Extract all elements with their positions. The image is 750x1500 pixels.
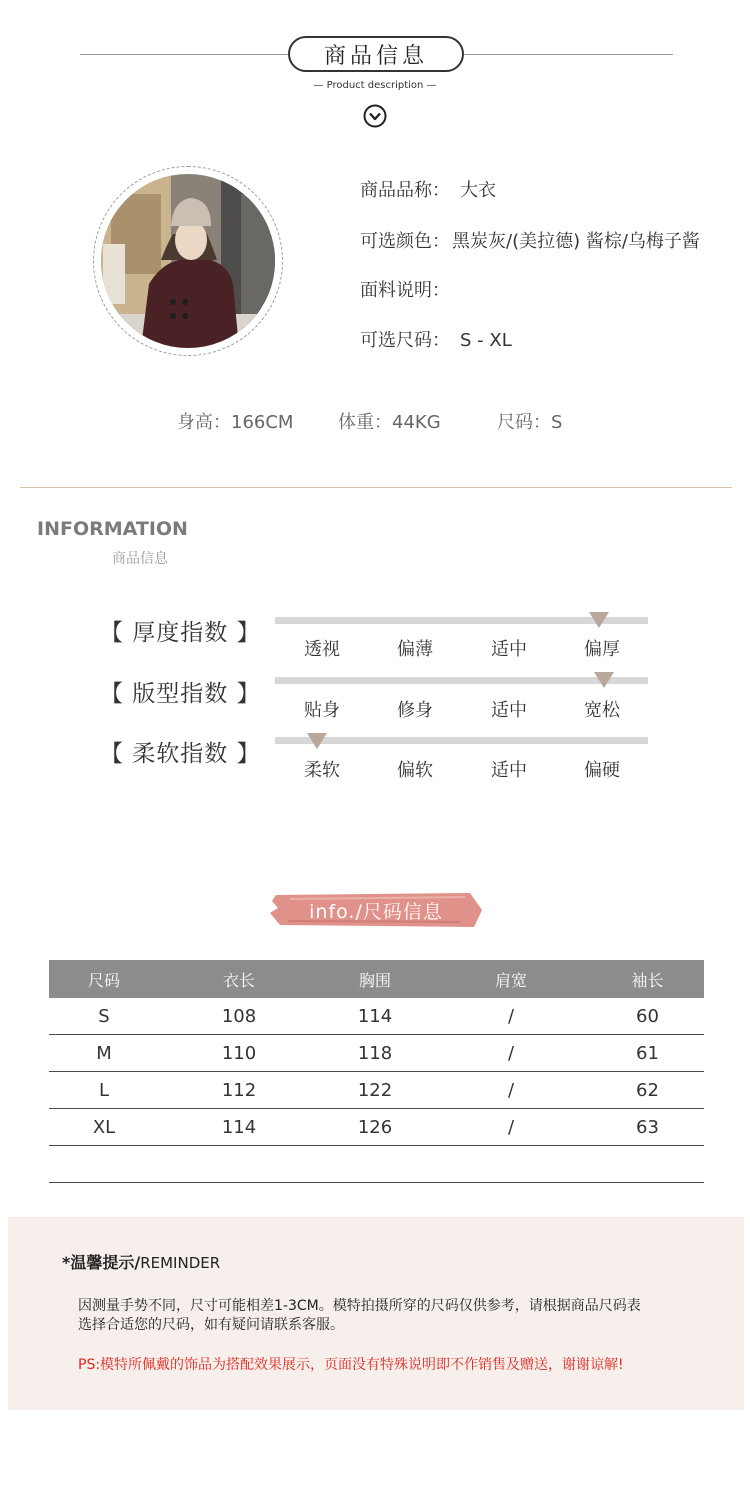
reminder-title — [62, 1250, 220, 1273]
table-header-cell: 胸围 — [358, 970, 391, 990]
information-subheading: 商品信息 — [112, 551, 168, 567]
chevron-down-icon — [363, 104, 387, 128]
index-label: 偏软 — [397, 760, 433, 781]
section-title: 商品信息 — [288, 36, 464, 72]
reminder-title-cn: *温馨提示/ — [62, 1253, 141, 1272]
table-cell: 63 — [636, 1116, 659, 1138]
table-header — [49, 960, 704, 998]
reminder-line-1: 因测量手势不同，尺寸可能相差1-3CM。模特拍摄所穿的尺码仅供参考，请根据商品尺码表 — [78, 1298, 641, 1314]
table-cell: 61 — [636, 1042, 659, 1064]
table-header-cell: 肩宽 — [494, 970, 527, 990]
table-cell: S — [98, 1005, 110, 1027]
info-row-fabric — [360, 276, 460, 302]
index-label: 贴身 — [304, 700, 340, 721]
index-bar — [275, 677, 648, 684]
header-line-left — [80, 54, 290, 55]
index-label: 偏薄 — [397, 639, 433, 660]
info-value: 黑炭灰/(美拉德) 酱棕/乌梅子酱 — [452, 231, 700, 252]
table-cell: 114 — [221, 1116, 257, 1138]
info-row-colors — [360, 227, 700, 253]
index-label: 修身 — [397, 700, 433, 721]
index-label: 柔软 — [304, 760, 340, 781]
index-marker — [307, 733, 327, 749]
index-label: 适中 — [491, 760, 527, 781]
table-cell: 122 — [357, 1079, 393, 1101]
index-label: 透视 — [304, 639, 340, 660]
info-row-sizes — [360, 326, 512, 352]
size-table — [49, 960, 704, 1183]
model-photo — [101, 174, 275, 348]
table-header-cell: 衣长 — [222, 970, 255, 990]
table-cell: / — [507, 1079, 515, 1101]
table-cell: M — [96, 1042, 112, 1064]
index-label: 偏硬 — [584, 760, 620, 781]
reminder-title-en: REMINDER — [140, 1254, 221, 1272]
index-title: 【 柔软指数 】 — [100, 741, 261, 767]
index-bar — [275, 737, 648, 744]
section-subtitle: — Product description — — [313, 80, 437, 91]
info-label: 可选尺码： — [360, 330, 450, 351]
index-marker — [589, 612, 609, 628]
table-row — [49, 1035, 704, 1072]
table-cell: / — [507, 1116, 515, 1138]
table-cell: 108 — [221, 1005, 257, 1027]
header-line-right — [463, 54, 673, 55]
index-title: 【 版型指数 】 — [100, 681, 261, 707]
table-header-cell: 尺码 — [87, 970, 120, 990]
info-value: 大衣 — [460, 180, 496, 201]
info-label: 可选颜色： — [360, 231, 450, 252]
information-heading: INFORMATION — [37, 518, 188, 540]
model-size: 尺码：S — [497, 412, 563, 433]
table-cell: 112 — [221, 1079, 257, 1101]
table-row — [49, 1072, 704, 1109]
index-marker — [594, 672, 614, 688]
model-height: 身高：166CM — [177, 412, 294, 433]
table-cell: 62 — [636, 1079, 659, 1101]
table-row — [49, 1109, 704, 1146]
index-label: 宽松 — [584, 700, 620, 721]
table-cell: 110 — [221, 1042, 257, 1064]
table-cell: L — [98, 1079, 110, 1101]
table-empty-row — [49, 1146, 704, 1183]
model-weight: 体重：44KG — [338, 412, 441, 433]
table-cell: / — [507, 1042, 515, 1064]
info-label: 商品品称： — [360, 180, 450, 201]
info-row-name — [360, 176, 496, 202]
index-label: 偏厚 — [584, 639, 620, 660]
table-cell: XL — [92, 1116, 116, 1138]
table-cell: 126 — [357, 1116, 393, 1138]
table-row — [49, 998, 704, 1035]
table-cell: 114 — [357, 1005, 393, 1027]
index-label: 适中 — [491, 639, 527, 660]
table-header-cell: 袖长 — [631, 970, 664, 990]
table-cell: / — [507, 1005, 515, 1027]
index-label: 适中 — [491, 700, 527, 721]
reminder-line-2: 选择合适您的尺码，如有疑问请联系客服。 — [78, 1317, 344, 1333]
section-divider — [20, 487, 732, 488]
size-banner: info./尺码信息 — [309, 900, 443, 923]
table-cell: 60 — [636, 1005, 659, 1027]
info-value: S - XL — [460, 330, 512, 351]
info-label: 面料说明： — [360, 280, 450, 301]
table-cell: 118 — [357, 1042, 393, 1064]
reminder-ps: PS:模特所佩戴的饰品为搭配效果展示，页面没有特殊说明即不作销售及赠送，谢谢谅解! — [78, 1357, 624, 1373]
index-title: 【 厚度指数 】 — [100, 620, 261, 646]
